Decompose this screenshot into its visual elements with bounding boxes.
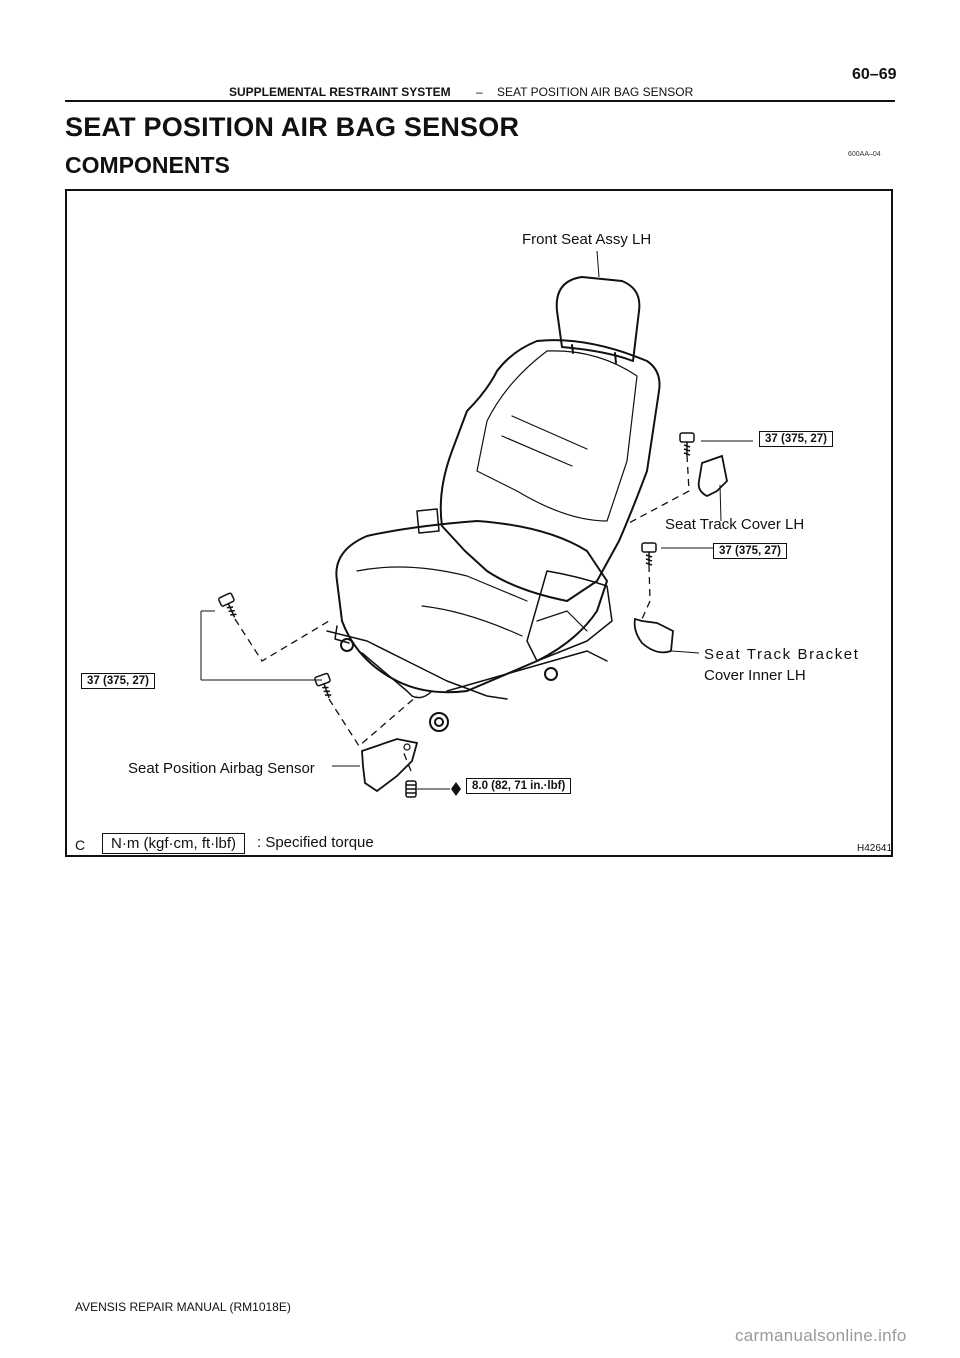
- rail-anchor: [430, 713, 448, 731]
- figure-id: H42641: [857, 843, 893, 854]
- bolt-mid-right: [642, 543, 656, 565]
- header-dash: –: [476, 85, 483, 99]
- torque-left: 37 (375, 27): [81, 673, 155, 689]
- seat-lever: [417, 509, 439, 533]
- watermark: carmanualsonline.info: [735, 1326, 907, 1345]
- bolt-sensor: [406, 781, 416, 797]
- legend-text: : Specified torque: [257, 834, 374, 851]
- assembly-lines: [235, 455, 689, 771]
- header-rule: [65, 100, 895, 102]
- bolt-left-lower: [314, 673, 335, 700]
- bolt-top-right: [680, 433, 694, 455]
- legend-unit-box: N·m (kgf·cm, ft·lbf): [102, 833, 245, 854]
- bracket-cover-part: [635, 619, 673, 652]
- footer-manual: AVENSIS REPAIR MANUAL (RM1018E): [75, 1300, 291, 1314]
- label-front-seat: Front Seat Assy LH: [522, 231, 652, 248]
- track-cover-part: [699, 456, 727, 496]
- diamond-marker: [451, 782, 461, 796]
- label-bracket-cover-2: Cover Inner LH: [704, 667, 806, 684]
- headrest: [557, 277, 640, 361]
- bolt-left-upper: [218, 593, 241, 621]
- section-subtitle: COMPONENTS: [65, 152, 230, 178]
- page-title: SEAT POSITION AIR BAG SENSOR: [65, 112, 520, 142]
- components-figure: [65, 189, 893, 857]
- bolt-group: [218, 433, 694, 797]
- figure-code: 600AA–04: [848, 151, 881, 158]
- page-number: 60–69: [852, 66, 897, 83]
- header-subsection: SEAT POSITION AIR BAG SENSOR: [497, 85, 694, 99]
- header-section: SUPPLEMENTAL RESTRAINT SYSTEM: [229, 85, 451, 99]
- label-sensor: Seat Position Airbag Sensor: [128, 760, 315, 777]
- torque-top-right: 37 (375, 27): [759, 431, 833, 447]
- recliner: [527, 571, 612, 661]
- torque-mid-right: 37 (375, 27): [713, 543, 787, 559]
- corner-letter: C: [75, 837, 86, 853]
- label-track-cover: Seat Track Cover LH: [665, 516, 805, 533]
- torque-sensor: 8.0 (82, 71 in.·lbf): [466, 778, 571, 794]
- label-bracket-cover-1: Seat Track Bracket: [704, 646, 860, 663]
- seatback: [441, 340, 660, 601]
